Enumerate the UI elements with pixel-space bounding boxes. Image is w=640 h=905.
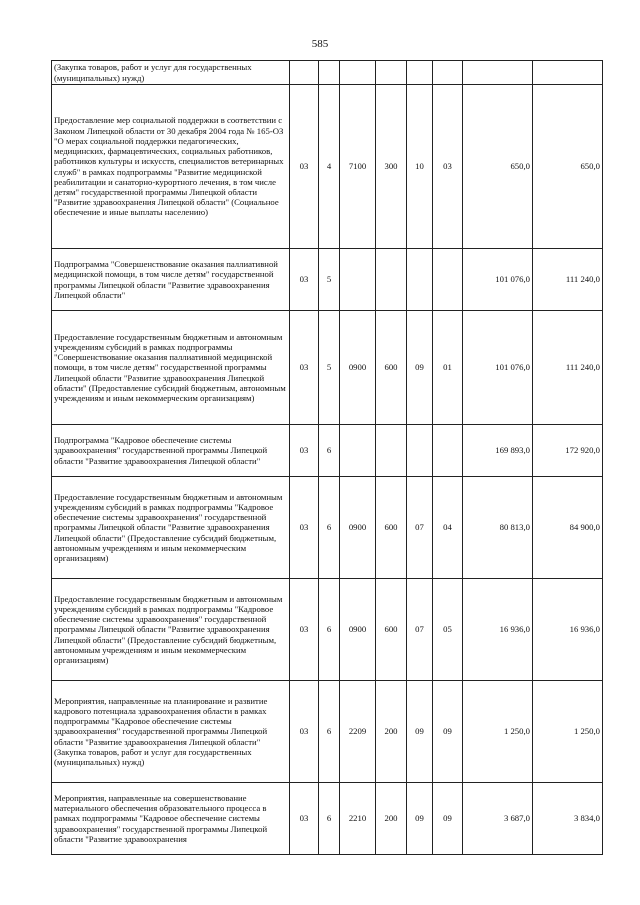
amount-year-2: 3 834,0 bbox=[533, 783, 603, 855]
code-cell bbox=[407, 425, 433, 477]
code-cell: 03 bbox=[290, 783, 319, 855]
code-cell: 03 bbox=[290, 85, 319, 249]
row-description: (Закупка товаров, работ и услуг для государственных (муниципальных) нужд) bbox=[52, 61, 290, 85]
code-cell: 0900 bbox=[340, 311, 376, 425]
code-cell: 09 bbox=[407, 311, 433, 425]
amount-year-2: 111 240,0 bbox=[533, 249, 603, 311]
table-row bbox=[52, 85, 603, 249]
code-cell: 7100 bbox=[340, 85, 376, 249]
code-cell: 2209 bbox=[340, 681, 376, 783]
code-cell: 2210 bbox=[340, 783, 376, 855]
table-row bbox=[52, 783, 603, 855]
code-cell: 07 bbox=[407, 477, 433, 579]
code-cell bbox=[340, 425, 376, 477]
amount-year-1 bbox=[463, 61, 533, 85]
code-cell: 300 bbox=[376, 85, 407, 249]
code-cell bbox=[340, 249, 376, 311]
code-cell: 4 bbox=[319, 85, 340, 249]
code-cell: 09 bbox=[433, 681, 463, 783]
code-cell bbox=[376, 61, 407, 85]
code-cell: 5 bbox=[319, 249, 340, 311]
code-cell: 600 bbox=[376, 579, 407, 681]
amount-year-2: 650,0 bbox=[533, 85, 603, 249]
code-cell: 03 bbox=[290, 425, 319, 477]
code-cell: 6 bbox=[319, 477, 340, 579]
row-description: Подпрограмма "Совершенствование оказания паллиативной медицинской помощи, в том числе детям" государственной программы Липецкой области "Развитие здравоохранения Липецкой области" bbox=[52, 249, 290, 311]
amount-year-2: 111 240,0 bbox=[533, 311, 603, 425]
code-cell bbox=[290, 61, 319, 85]
code-cell: 09 bbox=[407, 783, 433, 855]
table-row bbox=[52, 311, 603, 425]
code-cell: 03 bbox=[290, 249, 319, 311]
code-cell: 01 bbox=[433, 311, 463, 425]
code-cell: 03 bbox=[290, 681, 319, 783]
amount-year-2: 172 920,0 bbox=[533, 425, 603, 477]
row-description: Предоставление государственным бюджетным и автономным учреждениям субсидий в рамках подпрограммы "Совершенствование оказания паллиативной медицинской помощи, в том числе детям" государственной программы Липецкой области "Развитие здравоохранения Липецкой области" (Предоставление субсидий бюджетным, автономным учреждениям и иным некоммерческим организациям) bbox=[52, 311, 290, 425]
code-cell bbox=[433, 425, 463, 477]
code-cell: 09 bbox=[433, 783, 463, 855]
amount-year-1: 101 076,0 bbox=[463, 311, 533, 425]
amount-year-1: 169 893,0 bbox=[463, 425, 533, 477]
page-number: 585 bbox=[311, 38, 329, 50]
code-cell: 03 bbox=[433, 85, 463, 249]
code-cell: 05 bbox=[433, 579, 463, 681]
table-row bbox=[52, 61, 603, 85]
code-cell: 6 bbox=[319, 579, 340, 681]
amount-year-1: 101 076,0 bbox=[463, 249, 533, 311]
row-description: Предоставление государственным бюджетным и автономным учреждениям субсидий в рамках подпрограммы "Кадровое обеспечение системы здравоохранения" государственной программы Липецкой области "Развитие здравоохранения Липецкой области" (Предоставление субсидий бюджетным, автономным учреждениям и иным некоммерческим организациям) bbox=[52, 477, 290, 579]
row-description: Предоставление государственным бюджетным и автономным учреждениям субсидий в рамках подпрограммы "Кадровое обеспечение системы здравоохранения" государственной программы Липецкой области "Развитие здравоохранения Липецкой области" (Предоставление субсидий бюджетным, автономным учреждениям и иным некоммерческим организациям) bbox=[52, 579, 290, 681]
amount-year-1: 1 250,0 bbox=[463, 681, 533, 783]
table-row bbox=[52, 579, 603, 681]
code-cell: 600 bbox=[376, 477, 407, 579]
code-cell bbox=[433, 249, 463, 311]
code-cell: 6 bbox=[319, 783, 340, 855]
code-cell: 03 bbox=[290, 311, 319, 425]
code-cell: 0900 bbox=[340, 477, 376, 579]
amount-year-2 bbox=[533, 61, 603, 85]
code-cell: 600 bbox=[376, 311, 407, 425]
table-body bbox=[52, 61, 603, 855]
row-description: Подпрограмма "Кадровое обеспечение системы здравоохранения" государственной программы Липецкой области "Развитие здравоохранения Липецкой области" bbox=[52, 425, 290, 477]
amount-year-1: 16 936,0 bbox=[463, 579, 533, 681]
code-cell bbox=[433, 61, 463, 85]
amount-year-2: 1 250,0 bbox=[533, 681, 603, 783]
code-cell: 0900 bbox=[340, 579, 376, 681]
code-cell: 03 bbox=[290, 579, 319, 681]
amount-year-1: 80 813,0 bbox=[463, 477, 533, 579]
code-cell: 04 bbox=[433, 477, 463, 579]
code-cell bbox=[319, 61, 340, 85]
row-description: Мероприятия, направленные на совершенствование материального обеспечения образовательного процесса в рамках подпрограммы "Кадровое обеспечение системы здравоохранения" государственной программы Липецкой области "Развитие здравоохранения bbox=[52, 783, 290, 855]
code-cell: 10 bbox=[407, 85, 433, 249]
table-row bbox=[52, 681, 603, 783]
row-description: Предоставление мер социальной поддержки в соответствии с Законом Липецкой области от 30 декабря 2004 года № 165-ОЗ "О мерах социальной поддержки педагогических, медицинских, фармацевтических, социальных работников, работников культуры и искусств, специалистов ветеринарных служб" в рамках подпрограммы "Развитие медицинской реабилитации и санаторно-курортного лечения, в том числе детям" государственной программы Липецкой области "Развитие здравоохранения Липецкой области" (Социальное обеспечение и иные выплаты населению) bbox=[52, 85, 290, 249]
code-cell: 5 bbox=[319, 311, 340, 425]
code-cell bbox=[340, 61, 376, 85]
code-cell: 200 bbox=[376, 681, 407, 783]
amount-year-1: 650,0 bbox=[463, 85, 533, 249]
budget-table bbox=[51, 60, 603, 855]
table-row bbox=[52, 249, 603, 311]
code-cell: 09 bbox=[407, 681, 433, 783]
row-description: Мероприятия, направленные на планирование и развитие кадрового потенциала здравоохранения области в рамках подпрограммы "Кадровое обеспечение системы здравоохранения" государственной программы Липецкой области "Развитие здравоохранения Липецкой области" (Закупка товаров, работ и услуг для государственных (муниципальных) нужд) bbox=[52, 681, 290, 783]
amount-year-2: 16 936,0 bbox=[533, 579, 603, 681]
code-cell bbox=[407, 249, 433, 311]
code-cell: 6 bbox=[319, 681, 340, 783]
amount-year-2: 84 900,0 bbox=[533, 477, 603, 579]
code-cell bbox=[376, 425, 407, 477]
code-cell: 200 bbox=[376, 783, 407, 855]
table-row bbox=[52, 425, 603, 477]
table-row bbox=[52, 477, 603, 579]
code-cell bbox=[407, 61, 433, 85]
code-cell: 07 bbox=[407, 579, 433, 681]
code-cell bbox=[376, 249, 407, 311]
code-cell: 6 bbox=[319, 425, 340, 477]
code-cell: 03 bbox=[290, 477, 319, 579]
amount-year-1: 3 687,0 bbox=[463, 783, 533, 855]
